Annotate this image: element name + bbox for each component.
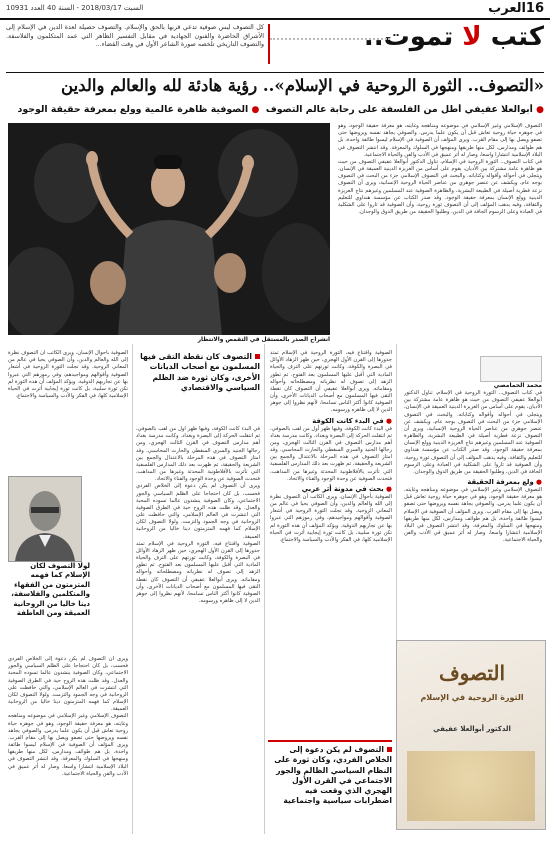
portrait-quote-text: لولا التصوف لكان الإسلام كما فهمه المتزمتون من الفقهاء والمتكلمين والفلاسفة، دينا خاليا من الروحانية العميقة ومن العاطفة [11,562,90,618]
section-heading: ● بحث في مدونة أثر عربي [270,485,392,493]
portrait-image [9,477,81,561]
paragraph: في كتاب التصوف.. الثورة الروحية في الإسلام، تناول الدكتور أبوالعلا عفيفي التصوف من حيث هو ظاهرة عامة مشتركة بين الأديان، يقوم على أساس من الغريزة الدينية العميقة في الإنسان، ويتجلى في أحواله وأقواله وكتاباته. والبحث في التصوف الإسلامي جزء من البحث في التصوف بوجه عام، ويكشف عن عنصر جوهري من عناصر الحياة الروحية الإنسانية، ويرى أن التصوف نزعة فطرية أصيلة في الطبيعة البشرية، والظاهرة الصوفية عند المسلمين وغيرهم نتاج الغريزة الدينية وولع الإنسان بمعرفة حقيقة الوجود. وقد صدر الكتاب عن مؤسسة هنداوي للتعليم والثقافة، وفيه يذهب المؤلف إلى أن التصوف ثورة روحية، وأن الصوفية قد ثاروا على الشكلية في العبادة وعلى الرسوم الجافة في الدين، وطلبوا الحقيقة من طريق الذوق والوجدان. [404,390,542,475]
section-title-red: لا [462,22,482,52]
square-bullet-icon [255,354,260,359]
paragraph: الصوفية واقتناع فيه، الثورة الروحية في الإسلام تمتد جذورها إلى القرن الأول الهجري، حين ظهر الزهاد الأوائل في البصرة والكوفة، وكانت ثورتهم على الترف والحياة المادية التي أقبل عليها المسلمون بعد الفتوح. ثم تطور الزهد إلى تصوف له نظرياته ومصطلحاته وأحواله ومقاماته. ويرى أبوالعلا عفيفي أن التصوف كان نقطة التقى فيها المسلمون مع أصحاب الديانات الأخرى، وأن الصوفية كانوا أكثر الناس تسامحا، لأنهم نظروا إلى جوهر الدين لا إلى ظاهره ورسومه. [136,540,260,605]
author-portrait [8,476,82,562]
pull-quote-text: التصوف لم يكن دعوة إلى الخلاص الفردي، وكان ثورة على النظام السياسي الظالم والجور الاجتماعي في القرن الأول الهجري الذي وقعت فيه اضطرابات سياسية واجتماعية [274,745,392,806]
paragraph: ويرى أن التصوف لم يكن دعوة إلى الخلاص الفردي فحسب، بل كان احتجاجا على الظلم السياسي والجور الاجتماعي، وكان الصوفية ينشدون عالما تسوده المحبة والعدل. وقد ظلت هذه الروح حية في الطرق الصوفية التي انتشرت في العالم الإسلامي، والتي حافظت على الروحانية في وجه الجمود والتزمت. ولولا التصوف لكان الإسلام كما فهمه المتزمتون دينا خاليا من الروحانية العميقة. [8,656,128,713]
bullet-icon: ● [251,105,260,115]
paragraph: الصوفية بأحوال الإنسان، ويرى الكاتب أن التصوف نظرة إلى الله والعالم والدين، وأن الصوفي يحيا في عالم من المعاني الروحية. وقد تجلت الثورة الروحية في أشعار الصوفية وأقوالهم ومواجيدهم، وفي رموزهم التي عبروا بها عن تجاربهم الذوقية. ويؤكد المؤلف أن هذه الثورة لم تكن ثورة سلبية، بل كانت ثورة إيجابية أثرت في الحياة الإسلامية كلها، في الفكر والأدب والسياسة والاجتماع. [8,350,128,400]
column-divider [396,344,397,640]
section-teaser: كل التصوف ليس صوفية تدعي قربها بالحق والإسلام. والتصوف حصيلة لعدة الدين في الإسلام إلى الأشراق الحاضرة والفنون الجهادية في مقابل التفسير الظاهر التي عمد المتكلمون والفلاسفة. والتصوف التاريخي تلخصه صورة الشاعر الأول في وقت القضاء... [6,24,264,48]
subhead-2: الصوفية ظاهرة عالمية وولع بمعرفة حقيقة الوجود [17,104,249,115]
paragraph: التصوف الإسلامي وغير الإسلامي في موضوعه ومناهجه وغايته، هو معرفة حقيقة الوجود، وهو في جوهره حياة روحية تعاش قبل أن يكون علما يدرس. والصوفي يجاهد نفسه ويروضها حتى تصفو ويصل بها إلى مقام القرب. ويرى المؤلف أن الصوفية في الإسلام ليسوا طائفة واحدة، بل هم طوائف ومدارس، لكل منها طريقها ومنهجها في السلوك والمعرفة. وقد انتشر التصوف في البلاد الإسلامية انتشارا واسعا، وصار له أثر عميق في الأدب والفن والحياة الاجتماعية. [8,713,128,777]
article-column [136,426,260,830]
section-title [364,22,544,52]
column-divider [132,344,133,834]
book-cover [396,640,546,830]
bullet-icon: ● [536,105,544,115]
portrait-quote [8,562,90,652]
paragraph: التصوف الإسلامي وغير الإسلامي في موضوعه ومناهجه وغايته، هو معرفة حقيقة الوجود، وهو في جوهره حياة روحية تعاش قبل أن يكون علما يدرس. والصوفي يجاهد نفسه ويروضها حتى تصفو ويصل بها إلى مقام القرب. ويرى المؤلف أن الصوفية في الإسلام ليسوا طائفة واحدة، بل هم طوائف ومدارس، لكل منها طريقها ومنهجها في السلوك والمعرفة. وقد انتشر التصوف في البلاد الإسلامية انتشارا واسعا، وصار له أثر عميق في الأدب والفن والحياة الاجتماعية. [404,487,542,544]
paragraph: في البدء كانت الكوفة، وفيها ظهر أول من لقب بالصوفي، ثم انتقلت الحركة إلى البصرة وبغداد. وكانت مدرسة بغداد أهم مدارس التصوف في القرن الثالث الهجري، ومن رجالها الجنيد والسري السقطي والحارث المحاسبي. وقد امتاز التصوف في هذه المرحلة بالاعتدال والجمع بين الشريعة والحقيقة، ثم ظهرت بعد ذلك المدارس الفلسفية التي تأثرت بالأفلاطونية المحدثة وغيرها من المذاهب، فتحدث الصوفية عن وحدة الوجود والفناء والاتحاد. [136,426,260,483]
book-ornament [407,751,535,821]
article-column [338,123,542,337]
headline-rule [6,72,544,73]
pull-quote-text: التصوف كان نقطة التقى فيها المسلمون مع أصحاب الديانات الأخرى، وكان ثورة ضد الظلم السياسي والاقتصادي [140,352,260,392]
article-headline: «التصوف.. الثورة الروحية في الإسلام».. رؤية هادئة لله والعالم والدين [61,76,544,95]
newspaper-logo: العرب [488,1,526,16]
photo-caption: انشراح الصدر بالمستقل في التقمص والانتظار [197,337,330,343]
decorative-dots [270,38,390,42]
square-bullet-icon [387,747,392,752]
section-title-post: تموت.. [363,22,454,52]
author-photo [480,356,542,382]
article-column [404,390,542,636]
teaser-accent-bar [268,24,270,64]
subhead-1: أبوالعلا عفيفي أطل من الفلسفة على رحابة عالم التصوف [265,104,533,115]
page-header [0,0,550,20]
issue-info: السبت 2018/03/17 - السنة 40 العدد 10931 [6,4,144,12]
article-column [8,350,128,472]
section-title-pre: كتب [490,22,544,52]
paragraph: الصوفية واقتناع فيه، الثورة الروحية في الإسلام تمتد جذورها إلى القرن الأول الهجري، حين ظهر الزهاد الأوائل في البصرة والكوفة، وكانت ثورتهم على الترف والحياة المادية التي أقبل عليها المسلمون بعد الفتوح. ثم تطور الزهد إلى تصوف له نظرياته ومصطلحاته وأحواله ومقاماته. ويرى أبوالعلا عفيفي أن التصوف كان نقطة التقى فيها المسلمون مع أصحاب الديانات الأخرى، وأن الصوفية كانوا أكثر الناس تسامحا، لأنهم نظروا إلى جوهر الدين لا إلى ظاهره ورسومه. [270,350,392,414]
paragraph: الصوفية بأحوال الإنسان، ويرى الكاتب أن التصوف نظرة إلى الله والعالم والدين، وأن الصوفي يحيا في عالم من المعاني الروحية. وقد تجلت الثورة الروحية في أشعار الصوفية وأقوالهم ومواجيدهم، وفي رموزهم التي عبروا بها عن تجاربهم الذوقية. ويؤكد المؤلف أن هذه الثورة لم تكن ثورة سلبية، بل كانت ثورة إيجابية أثرت في الحياة الإسلامية كلها، في الفكر والأدب والسياسة والاجتماع. [270,493,392,543]
author-name: محمد الحمامصي [493,382,542,389]
book-subtitle: الثورة الروحية في الإسلام [420,693,524,702]
article-photo [8,123,330,335]
paragraph: في البدء كانت الكوفة، وفيها ظهر أول من لقب بالصوفي، ثم انتقلت الحركة إلى البصرة وبغداد. وكانت مدرسة بغداد أهم مدارس التصوف في القرن الثالث الهجري، ومن رجالها الجنيد والسري السقطي والحارث المحاسبي. وقد امتاز التصوف في هذه المرحلة بالاعتدال والجمع بين الشريعة والحقيقة، ثم ظهرت بعد ذلك المدارس الفلسفية التي تأثرت بالأفلاطونية المحدثة وغيرها من المذاهب، فتحدث الصوفية عن وحدة الوجود والفناء والاتحاد. [270,425,392,482]
paragraph: التصوف الإسلامي وغير الإسلامي في موضوعه ومناهجه وغايته، هو معرفة حقيقة الوجود، وهو في جوهره حياة روحية تعاش قبل أن يكون علما يدرس. والصوفي يجاهد نفسه ويروضها حتى تصفو ويصل بها إلى مقام القرب. ويرى المؤلف أن الصوفية في الإسلام ليسوا طائفة واحدة، بل هم طوائف ومدارس، لكل منها طريقها ومنهجها في السلوك والمعرفة. وقد انتشر التصوف في البلاد الإسلامية انتشارا واسعا، وصار له أثر عميق في الأدب والفن والحياة الاجتماعية. [338,123,542,158]
article-subheads [6,104,544,115]
paragraph: في كتاب التصوف.. الثورة الروحية في الإسلام، تناول الدكتور أبوالعلا عفيفي التصوف من حيث هو ظاهرة عامة مشتركة بين الأديان، يقوم على أساس من الغريزة الدينية العميقة في الإنسان، ويتجلى في أحواله وأقواله وكتاباته. والبحث في التصوف الإسلامي جزء من البحث في التصوف بوجه عام، ويكشف عن عنصر جوهري من عناصر الحياة الروحية الإنسانية، ويرى أن التصوف نزعة فطرية أصيلة في الطبيعة البشرية، والظاهرة الصوفية عند المسلمين وغيرهم نتاج الغريزة الدينية وولع الإنسان بمعرفة حقيقة الوجود. وقد صدر الكتاب عن مؤسسة هنداوي للتعليم والثقافة، وفيه يذهب المؤلف إلى أن التصوف ثورة روحية، وأن الصوفية قد ثاروا على الشكلية في العبادة وعلى الرسوم الجافة في الدين، وطلبوا الحقيقة من طريق الذوق والوجدان. [338,158,542,216]
section-heading: ● في البدء كانت الكوفة [270,417,392,425]
portrait-side-text [84,476,130,560]
section-heading: ● ولع بمعرفة الحقيقة [404,478,542,486]
sufi-crowd-photo [8,123,330,335]
book-author: الدكتور أبوالعلا عفيفي [433,725,511,733]
article-column [8,656,128,832]
paragraph: ويرى أن التصوف لم يكن دعوة إلى الخلاص الفردي فحسب، بل كان احتجاجا على الظلم السياسي والجور الاجتماعي، وكان الصوفية ينشدون عالما تسوده المحبة والعدل. وقد ظلت هذه الروح حية في الطرق الصوفية التي انتشرت في العالم الإسلامي، والتي حافظت على الروحانية في وجه الجمود والتزمت. ولولا التصوف لكان الإسلام كما فهمه المتزمتون دينا خاليا من الروحانية العميقة. [136,483,260,540]
pull-quote [268,740,392,835]
column-divider [264,344,265,834]
page-number: 16 [525,1,544,16]
pull-quote [136,352,260,422]
article-column [270,350,392,690]
book-title: التصوف [438,661,506,685]
